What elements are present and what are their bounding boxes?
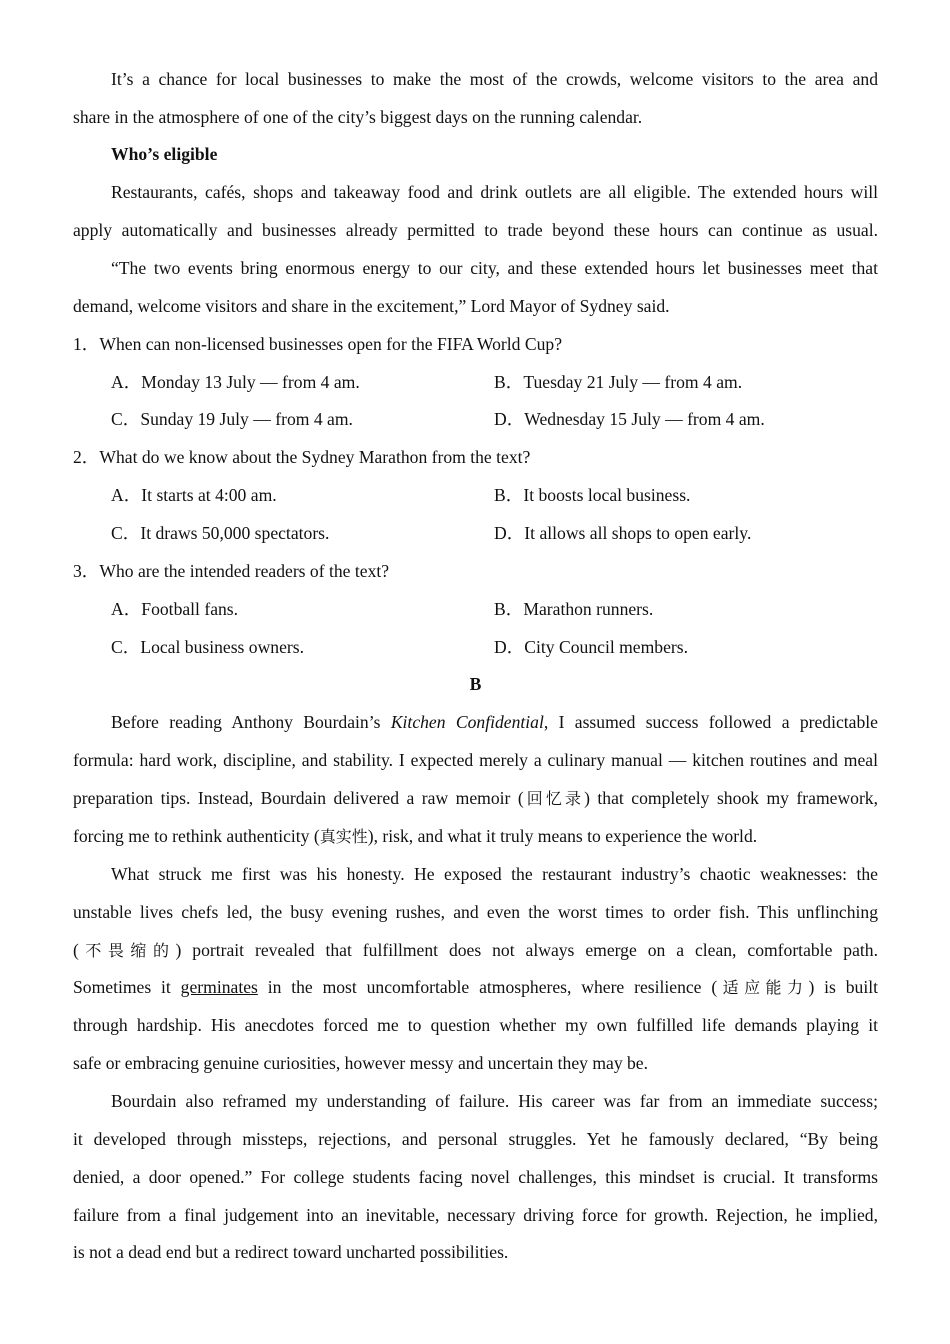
gloss-resilience: 适应能力 (717, 978, 809, 997)
book-title: Kitchen Confidential (390, 712, 544, 732)
b-p1-l4-pre: forcing me to rethink authenticity ( (73, 826, 320, 846)
gloss-unflinching: 不畏缩的 (78, 941, 176, 960)
b-p1-line-1 (73, 703, 878, 741)
question-2-option-a: A．It starts at 4:00 am. (111, 485, 277, 505)
intro-line-2: share in the atmosphere of one of the city’s biggest days on the running calendar. (73, 107, 643, 127)
b-p1-l1-post: , I assumed success followed a predictable (543, 712, 878, 732)
b-p2-line-6: safe or embracing genuine curiosities, however messy and uncertain they may be. (73, 1053, 649, 1073)
b-p1-line-4 (73, 817, 878, 855)
question-2-option-b: B．It boosts local business. (494, 485, 691, 505)
b-p2-line-5: through hardship. His anecdotes forced me to question whether my own fulfilled life demands playing it (73, 1015, 878, 1035)
b-p2-line-1: What struck me first was his honesty. He exposed the restaurant industry’s chaotic weaknesses: the (111, 864, 878, 884)
question-3-option-d: D．City Council members. (494, 637, 689, 657)
question-1-option-a: A．Monday 13 July — from 4 am. (111, 372, 360, 392)
gloss-authenticity: 真实性 (319, 827, 368, 846)
underlined-word-germinates: germinates (180, 977, 258, 997)
eligible-line-1: Restaurants, cafés, shops and takeaway food and drink outlets are all eligible. The extended hours will (111, 182, 878, 202)
b-p3-line-1: Bourdain also reframed my understanding of failure. His career was far from an immediate success; (111, 1091, 878, 1111)
b-p2-l4-mid: in the most uncomfortable atmospheres, where resilience ( (257, 977, 718, 997)
section-b-heading: B (469, 674, 482, 694)
b-p2-l4-post: ) is built (808, 977, 878, 997)
b-p1-line-3 (73, 779, 878, 817)
b-p2-l4-pre: Sometimes it (73, 977, 181, 997)
quote-line-2: demand, welcome visitors and share in the excitement,” Lord Mayor of Sydney said. (73, 296, 670, 316)
b-p1-l1-pre: Before reading Anthony Bourdain’s (111, 712, 391, 732)
b-p1-line-2: formula: hard work, discipline, and stability. I expected merely a culinary manual — kitchen routines and meal (73, 750, 878, 770)
b-p2-l3-pre: ( (73, 940, 79, 960)
gloss-memoir: 回忆录 (523, 789, 585, 808)
eligible-heading: Who’s eligible (111, 144, 218, 164)
question-1-stem: 1．When can non-licensed businesses open for the FIFA World Cup? (73, 334, 562, 354)
question-1-option-d: D．Wednesday 15 July — from 4 am. (494, 409, 765, 429)
question-3-option-b: B．Marathon runners. (494, 599, 654, 619)
b-p2-line-3 (73, 931, 878, 969)
quote-line-1: “The two events bring enormous energy to our city, and these extended hours let businesses meet that (111, 258, 878, 278)
question-1-option-c: C．Sunday 19 July — from 4 am. (111, 409, 353, 429)
b-p3-line-3: denied, a door opened.” For college students facing novel challenges, this mindset is crucial. It transforms (73, 1167, 878, 1187)
b-p2-line-4 (73, 968, 878, 1006)
question-2-option-d: D．It allows all shops to open early. (494, 523, 752, 543)
question-1-option-b: B．Tuesday 21 July — from 4 am. (494, 372, 743, 392)
b-p1-l4-post: ), risk, and what it truly means to experience the world. (367, 826, 758, 846)
b-p2-line-2: unstable lives chefs led, the busy evening rushes, and even the worst times to order fish. This unflinching (73, 902, 878, 922)
eligible-line-2: apply automatically and businesses already permitted to trade beyond these hours can continue as usual. (73, 220, 878, 240)
intro-line-1: It’s a chance for local businesses to make the most of the crowds, welcome visitors to the area and (111, 69, 878, 89)
b-p3-line-4: failure from a final judgement into an inevitable, necessary driving force for growth. Rejection, he implied, (73, 1205, 878, 1225)
question-2-option-c: C．It draws 50,000 spectators. (111, 523, 330, 543)
question-3-option-a: A．Football fans. (111, 599, 239, 619)
b-p1-l3-pre: preparation tips. Instead, Bourdain delivered a raw memoir ( (73, 788, 524, 808)
b-p3-line-5: is not a dead end but a redirect toward uncharted possibilities. (73, 1242, 509, 1262)
b-p1-l3-post: ) that completely shook my framework, (584, 788, 879, 808)
question-2-stem: 2．What do we know about the Sydney Marathon from the text? (73, 447, 531, 467)
b-p2-l3-post: ) portrait revealed that fulfillment does not always emerge on a clean, comfortable path. (175, 940, 878, 960)
question-3-option-c: C．Local business owners. (111, 637, 305, 657)
question-3-stem: 3．Who are the intended readers of the text? (73, 561, 390, 581)
b-p3-line-2: it developed through missteps, rejections, and personal struggles. Yet he famously declared, “By being (73, 1129, 878, 1149)
